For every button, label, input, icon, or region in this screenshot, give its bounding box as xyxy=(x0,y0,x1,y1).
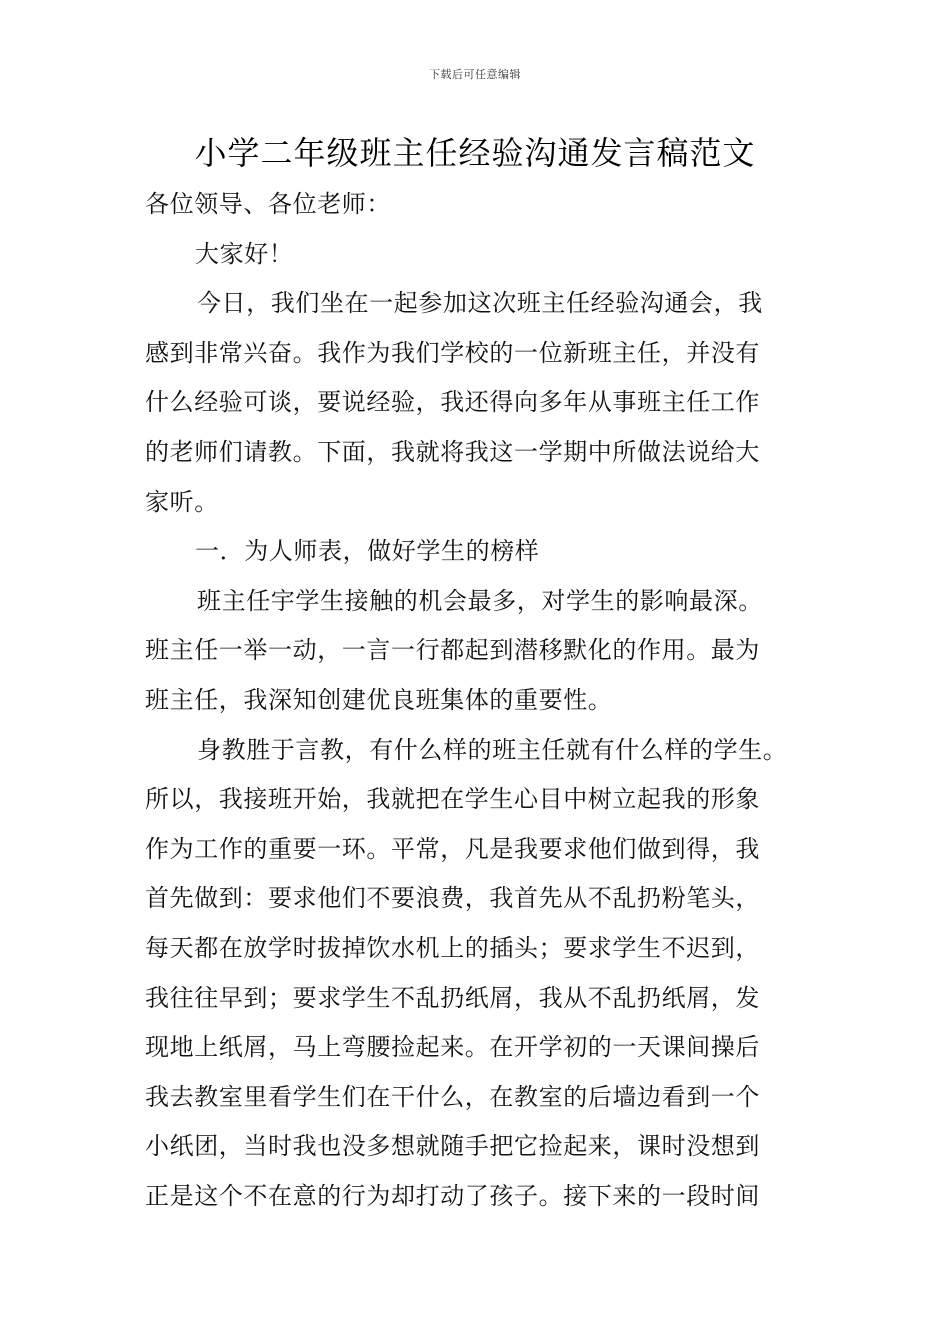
paragraph-line: 什么经验可谈，要说经验，我还得向多年从事班主任工作 xyxy=(145,388,760,417)
header-note: 下载后可任意编辑 xyxy=(429,68,521,81)
document-body xyxy=(145,180,835,1221)
paragraph-line: 班主任一举一动，一言一行都起到潜移默化的作用。最为 xyxy=(145,636,760,665)
paragraph-line: 小纸团，当时我也没多想就随手把它捡起来，课时没想到 xyxy=(145,1132,760,1161)
paragraph-line: 我去教室里看学生们在干什么，在教室的后墙边看到一个 xyxy=(145,1082,760,1111)
paragraph-line: 我往往早到；要求学生不乱扔纸屑，我从不乱扔纸屑，发 xyxy=(145,983,760,1012)
paragraph-line: 家听。 xyxy=(145,487,219,516)
paragraph-line: 今日，我们坐在一起参加这次班主任经验沟通会，我 xyxy=(197,289,763,318)
paragraph-line: 首先做到：要求他们不要浪费，我首先从不乱扔粉笔头， xyxy=(145,884,760,913)
paragraph-line: 的老师们请教。下面，我就将我这一学期中所做法说给大 xyxy=(145,437,760,466)
greeting: 大家好！ xyxy=(195,239,294,268)
paragraph-line: 班主任，我深知创建优良班集体的重要性。 xyxy=(145,685,613,714)
section-heading: 一．为人师表，做好学生的榜样 xyxy=(195,537,540,566)
paragraph-line: 所以，我接班开始，我就把在学生心目中树立起我的形象 xyxy=(145,785,760,814)
paragraph-line: 作为工作的重要一环。平常，凡是我要求他们做到得，我 xyxy=(145,834,760,863)
salutation: 各位领导、各位老师： xyxy=(145,190,391,218)
paragraph-line: 每天都在放学时拔掉饮水机上的插头；要求学生不迟到， xyxy=(145,933,760,962)
document-title: 小学二年级班主任经验沟通发言稿范文 xyxy=(194,134,756,172)
paragraph-line: 感到非常兴奋。我作为我们学校的一位新班主任，并没有 xyxy=(145,338,760,367)
paragraph-line: 班主任宇学生接触的机会最多，对学生的影响最深。 xyxy=(197,586,763,615)
paragraph-line: 身教胜于言教，有什么样的班主任就有什么样的学生。 xyxy=(197,735,788,764)
paragraph-line: 正是这个不在意的行为却打动了孩子。接下来的一段时间 xyxy=(145,1181,760,1210)
paragraph-line: 现地上纸屑，马上弯腰捡起来。在开学初的一天课间操后 xyxy=(145,1033,760,1062)
